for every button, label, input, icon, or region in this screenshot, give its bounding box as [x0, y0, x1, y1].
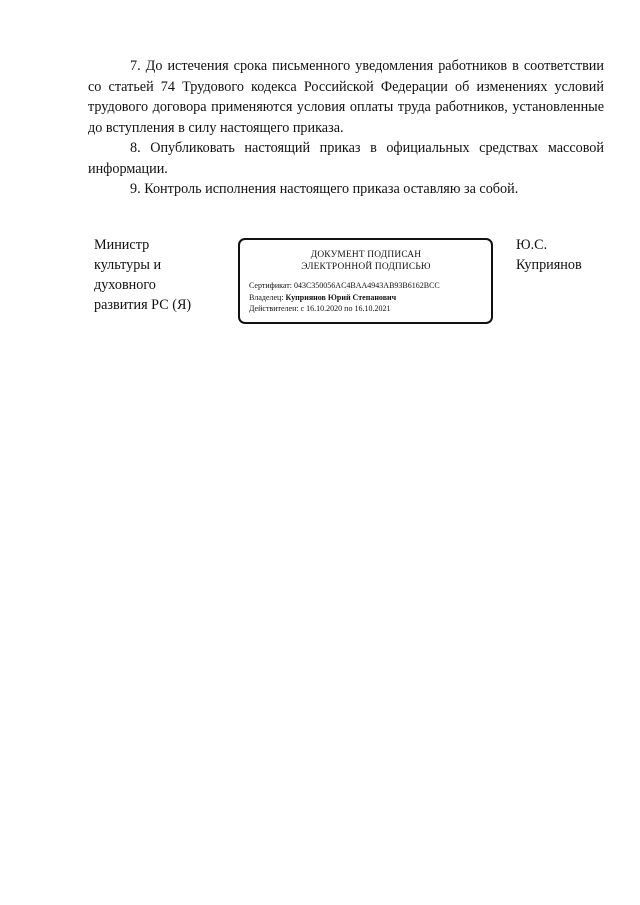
document-body [88, 56, 604, 200]
certificate-label: Сертификат: [249, 281, 292, 290]
signature-block [94, 235, 614, 335]
valid-from: 16.10.2020 [306, 304, 343, 313]
valid-from-label: с [300, 304, 305, 313]
paragraph-9: 9. Контроль исполнения настоящего приказа оставляю за собой. [130, 181, 519, 197]
stamp-owner-line [249, 292, 483, 304]
paragraph-8: 8. Опубликовать настоящий приказ в официальных средствах массовой информации. [88, 140, 604, 177]
owner-value: Куприянов Юрий Степанович [285, 292, 397, 302]
signer-name: Ю.С. Куприянов [516, 237, 582, 273]
paragraph-7: 7. До истечения срока письменного уведомления работников в соответствии со статьей 74 Трудового кодекса Российской Федерации об изменениях условий трудового договора применяются условия оплаты труда работников, установленные до вступления в силу настоящего приказа. [88, 58, 604, 136]
electronic-signature-stamp [238, 238, 493, 324]
valid-to-label: по [344, 304, 353, 313]
owner-label: Владелец: [249, 292, 284, 302]
stamp-certificate-line [249, 280, 483, 292]
signer-position: Министр культуры и духовного развития РС (Я) [94, 237, 192, 313]
valid-label: Действителен: [249, 304, 299, 313]
certificate-value: 043C350056AC4BAA4943AB93B6162BCC [293, 281, 440, 290]
stamp-header: ДОКУМЕНТ ПОДПИСАН ЭЛЕКТРОННОЙ ПОДПИСЬЮ [301, 250, 431, 272]
stamp-validity-line [249, 303, 483, 315]
valid-to: 16.10.2021 [354, 304, 391, 313]
